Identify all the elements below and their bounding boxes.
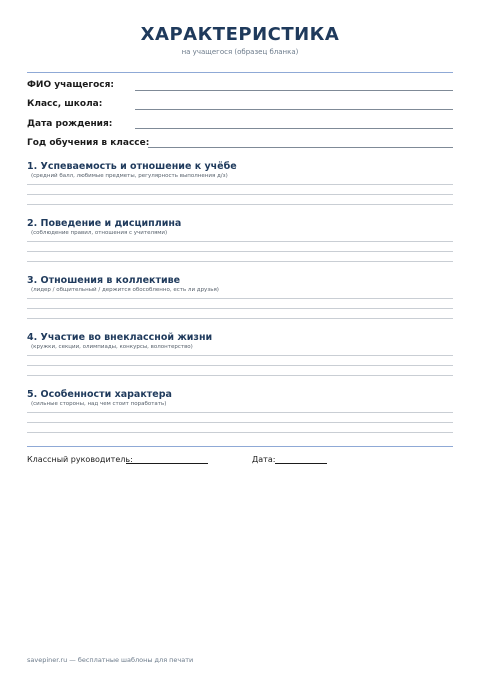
field-line-name[interactable] (135, 90, 453, 91)
writing-line[interactable] (27, 318, 453, 319)
field-line-birthdate[interactable] (135, 128, 453, 129)
field-label-name: ФИО учащегося: (27, 80, 115, 90)
field-label-year: Год обучения в классе: (27, 138, 150, 148)
writing-line[interactable] (27, 432, 453, 433)
writing-line[interactable] (27, 355, 453, 356)
section-hint-5: (сильные стороны, над чем стоит поработать) (31, 401, 167, 407)
header-divider (27, 72, 453, 73)
teacher-signature-line[interactable] (126, 463, 208, 464)
field-line-year[interactable] (148, 147, 453, 148)
document-title: ХАРАКТЕРИСТИКА (140, 24, 340, 45)
signature-divider (27, 446, 453, 447)
section-hint-1: (средний балл, любимые предметы, регулярность выполнения д/з) (31, 173, 228, 179)
writing-line[interactable] (27, 241, 453, 242)
writing-line[interactable] (27, 375, 453, 376)
teacher-signature-label: Классный руководитель: (27, 455, 133, 464)
writing-line[interactable] (27, 308, 453, 309)
date-line[interactable] (275, 463, 327, 464)
section-title-3: 3. Отношения в коллективе (27, 275, 181, 286)
section-title-2: 2. Поведение и дисциплина (27, 218, 182, 229)
writing-line[interactable] (27, 251, 453, 252)
section-title-5: 5. Особенности характера (27, 389, 172, 400)
section-hint-4: (кружки, секции, олимпиады, конкурсы, волонтерство) (31, 344, 193, 350)
section-title-1: 1. Успеваемость и отношение к учёбе (27, 161, 237, 172)
footer-note: savepiner.ru — бесплатные шаблоны для печати (27, 656, 194, 664)
writing-line[interactable] (27, 412, 453, 413)
field-line-class[interactable] (135, 109, 453, 110)
field-label-class: Класс, школа: (27, 99, 103, 109)
writing-line[interactable] (27, 184, 453, 185)
writing-line[interactable] (27, 194, 453, 195)
writing-line[interactable] (27, 298, 453, 299)
writing-line[interactable] (27, 261, 453, 262)
writing-line[interactable] (27, 422, 453, 423)
section-hint-2: (соблюдение правил, отношения с учителями) (31, 230, 168, 236)
date-label: Дата: (252, 455, 276, 464)
document-subtitle: на учащегося (образец бланка) (181, 48, 299, 56)
section-title-4: 4. Участие во внеклассной жизни (27, 332, 213, 343)
field-label-birthdate: Дата рождения: (27, 119, 113, 129)
writing-line[interactable] (27, 204, 453, 205)
writing-line[interactable] (27, 365, 453, 366)
section-hint-3: (лидер / общительный / держится обособленно, есть ли друзья) (31, 287, 219, 293)
